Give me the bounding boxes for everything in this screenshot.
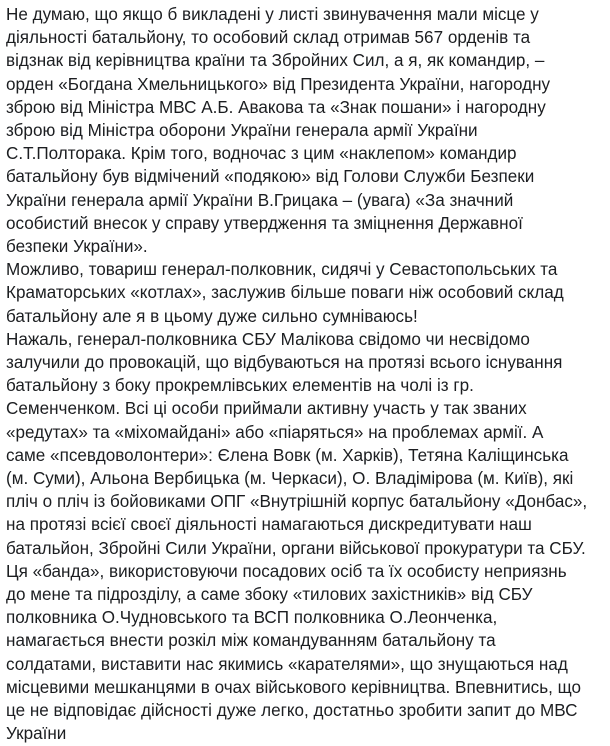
text-line: діяльності батальйону, то особовий склад отримав 567 орденів та <box>6 28 531 48</box>
text-line: «редутах» та «міхомайдані» або «піаряться» на проблемах армії. А <box>6 422 544 442</box>
text-line: Не думаю, що якщо б викладені у листі звинувачення мали місце у <box>6 5 539 24</box>
text-line: батальйону з боку прокремлівських елементів на чолі із гр. <box>6 376 474 396</box>
text-line: намагається внести розкіл між командуванням батальйону та <box>6 631 496 651</box>
text-line: саме «псевдоволонтери»: Єлена Вовк (м. Харків), Тетяна Каліщинська <box>6 445 569 465</box>
text-line: місцевими мешканцями в очах військового керівництва. Впевнитись, що <box>6 677 581 697</box>
text-line: зброю від Міністра МВС А.Б. Авакова та «Знак пошани» і нагородну <box>6 97 546 117</box>
text-line: пліч о пліч із бойовиками ОПГ «Внутрішній корпус батальйону «Донбас», <box>6 492 588 512</box>
text-line: солдатами, виставити нас якимись «карателями», що знущаються над <box>6 654 568 674</box>
text-line: орден «Богдана Хмельницького» від Президента України, нагородну <box>6 74 551 94</box>
text-line: це не відповідає дійсності дуже легко, достатньо зробити запит до МВС <box>6 701 578 721</box>
text-line: України <box>6 724 67 744</box>
text-line: безпеки України». <box>6 237 148 257</box>
text-line: Можливо, товариш генерал-полковник, сидячі у Севастопольських та <box>6 260 558 280</box>
text-line: батальйону але я в цьому дуже сильно сумніваюсь! <box>6 306 418 326</box>
text-line: Ця «банда», використовуючи посадових осіб та їх особисту неприязнь <box>6 561 567 581</box>
text-line: батальйон, Збройні Сили України, органи військової прокуратури та СБУ. <box>6 538 586 558</box>
text-line: (м. Суми), Альона Вербицька (м. Черкаси), О. Владімірова (м. Київ), які <box>6 469 574 489</box>
text-line: особистий внесок у справу утвердження та зміцнення Державної <box>6 213 523 233</box>
text-line: до мене та підрозділу, а саме збоку «тилових захістників» від СБУ <box>6 585 533 605</box>
text-line: на протязі всієї своєї діяльності намагаються дискредитувати наш <box>6 515 532 535</box>
text-line: Краматорських «котлах», заслужив більше поваги ніж особовий склад <box>6 283 564 303</box>
text-line: С.Т.Полторака. Крім того, водночас з цим «наклепом» командир <box>6 144 517 164</box>
text-line: полковника О.Чудновського та ВСП полковника О.Леонченка, <box>6 608 498 628</box>
text-line: України генерала армії України В.Грицака – (увага) «За значний <box>6 190 514 210</box>
text-line: Семенченком. Всі ці особи приймали активну участь у так званих <box>6 399 527 419</box>
text-line: батальйону був відмічений «подякою» від Голови Служби Безпеки <box>6 167 535 187</box>
text-line: зброю від Міністра оборони України генерала армії України <box>6 121 478 141</box>
text-line: відзнак від керівництва країни та Збройних Сил, а я, як командир, – <box>6 51 545 71</box>
text-line: залучили до провокацій, що відбуваються на протязі всього існування <box>6 353 563 373</box>
text-line: Нажаль, генерал-полковника СБУ Малікова свідомо чи несвідомо <box>6 329 530 349</box>
